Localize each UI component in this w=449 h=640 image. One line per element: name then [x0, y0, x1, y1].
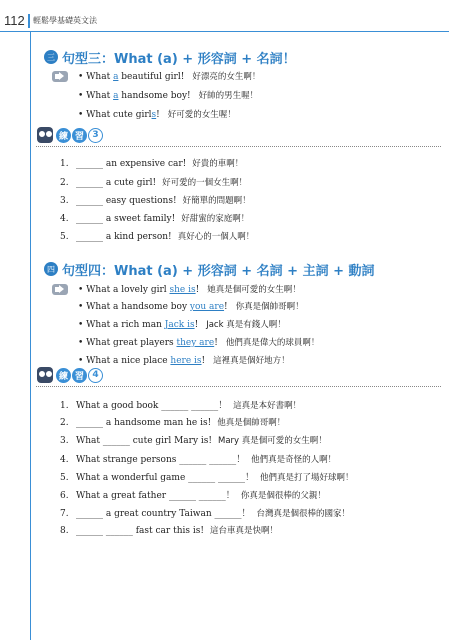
example-line: • What a beautiful girl! 好漂亮的女生啊！ [78, 72, 261, 82]
exercise-item: 3. ______ easy questions! 好簡單的問題啊！ [60, 196, 251, 206]
exercise-item: 1. What a good book ______ ______！ 這真是本好書啊！ [60, 401, 302, 411]
practice-badge: 練 習 4 [56, 368, 104, 383]
page-number: 112 [4, 13, 25, 28]
exercise-item: 6. What a great father ______ ______！ 你真是個很棒的父親！ [60, 491, 326, 501]
dotted-divider [36, 386, 441, 387]
example-block-4 [52, 283, 442, 373]
speaker-icon[interactable] [52, 71, 68, 82]
exercise-item: 7. ______ a great country Taiwan ______！ 台灣真是個很棒的國家！ [60, 509, 351, 519]
exercise-item: 5. ______ a kind person! 真好心的一個人啊！ [60, 232, 255, 242]
section-number-icon: 三 [44, 50, 58, 64]
example-line: • What a lovely girl she is! 她真是個可愛的女生啊！ [78, 285, 301, 295]
example-line: • What a handsome boy you are! 你真是個帥哥啊！ [78, 302, 304, 312]
section-heading-3 [44, 47, 296, 67]
example-block-3 [52, 70, 442, 132]
owl-icon [36, 126, 54, 144]
section-heading-4 [44, 259, 375, 279]
dotted-divider [36, 146, 441, 147]
section-title: 句型三：What (a) + 形容詞 + 名詞！ [62, 51, 296, 67]
section-title: 句型四：What (a) + 形容詞 + 名詞 + 主詞 + 動詞 [62, 263, 375, 279]
margin-rule [30, 31, 31, 640]
page-header [0, 0, 449, 34]
section-number-icon: 四 [44, 262, 58, 276]
header-accent-bar [28, 14, 30, 28]
practice-heading-4 [36, 364, 104, 386]
speaker-icon[interactable] [52, 284, 68, 295]
exercise-item: 2. ______ a handsome man he is! 他真是個帥哥啊！ [60, 418, 286, 428]
exercise-item: 3. What ______ cute girl Mary is! Mary 真是個可愛的女生啊！ [60, 436, 327, 446]
book-title: 輕鬆學基礎英文法 [33, 16, 97, 25]
example-line: • What great players they are! 他們真是偉大的球員啊！ [78, 338, 320, 348]
exercise-item: 1. ______ an expensive car! 好貴的車啊！ [60, 159, 244, 169]
exercise-item: 4. ______ a sweet family! 好甜蜜的家庭啊！ [60, 214, 250, 224]
exercise-item: 4. What strange persons ______ ______！ 他們真是奇怪的人啊！ [60, 455, 337, 465]
owl-icon [36, 366, 54, 384]
exercise-item: 2. ______ a cute girl! 好可愛的一個女生啊！ [60, 178, 248, 188]
practice-heading-3 [36, 124, 104, 146]
practice-badge: 練 習 3 [56, 128, 104, 143]
header-rule [0, 31, 449, 32]
example-line: • What cute girls! 好可愛的女生喔！ [78, 110, 236, 120]
exercise-item: 8. ______ ______ fast car this is! 這台車真是快啊！ [60, 526, 278, 536]
example-line: • What a handsome boy! 好帥的男生喔！ [78, 91, 259, 101]
example-line: • What a nice place here is! 這裡真是個好地方！ [78, 356, 290, 366]
exercise-item: 5. What a wonderful game ______ ______！ 他們真是打了場好球啊！ [60, 473, 354, 483]
example-line: • What a rich man Jack is! Jack 真是有錢人啊！ [78, 320, 286, 330]
